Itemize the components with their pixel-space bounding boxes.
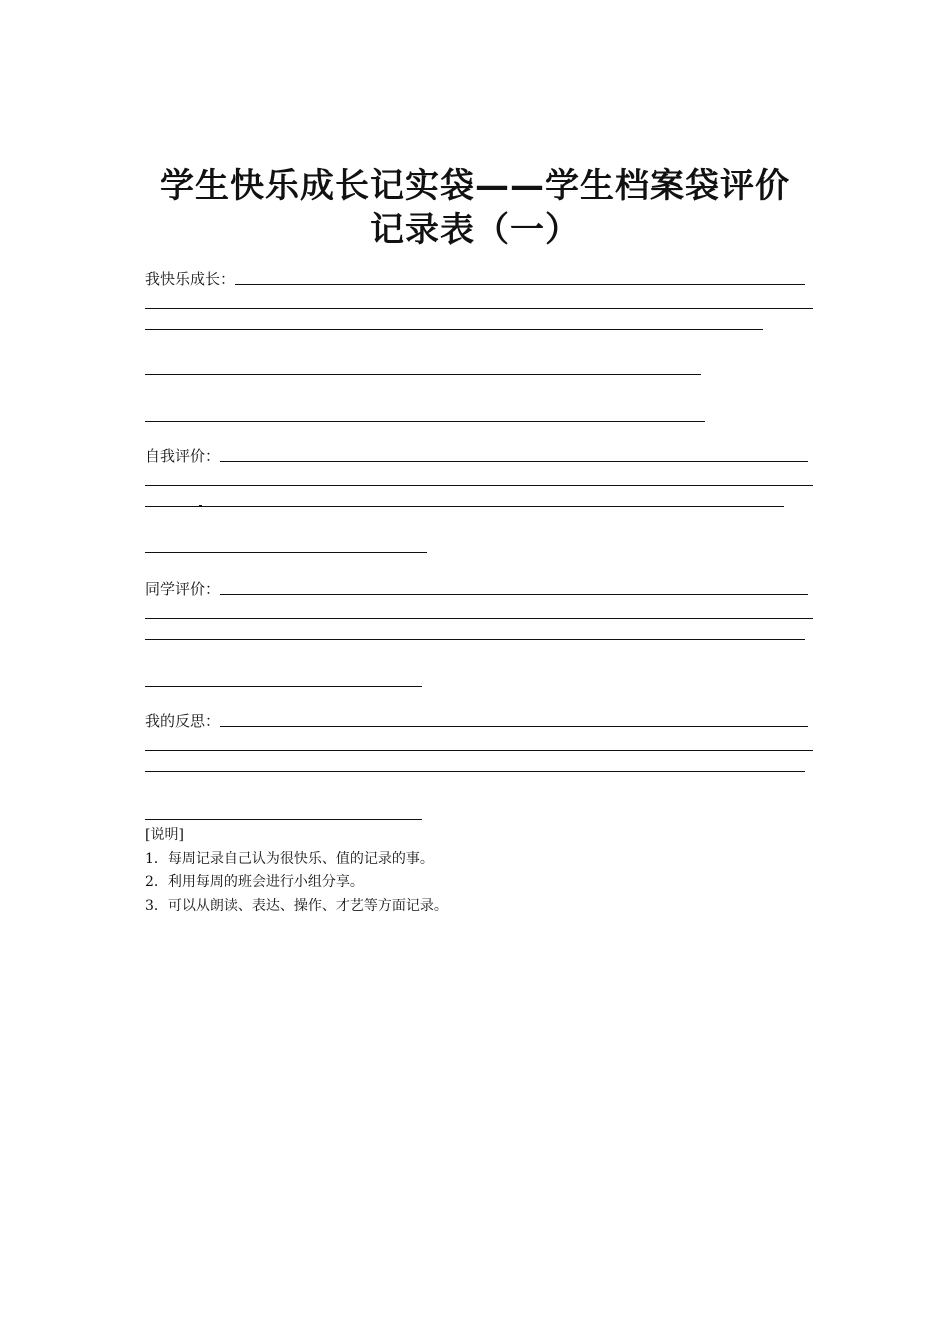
note-item: 3．可以从朗读、表达、操作、才艺等方面记录。 bbox=[145, 898, 448, 914]
notes-heading: [说明] bbox=[145, 827, 184, 843]
self-eval-write-line[interactable] bbox=[145, 506, 784, 507]
self-eval-label: 自我评价： bbox=[145, 447, 221, 465]
peer-eval-write-line[interactable] bbox=[145, 618, 813, 619]
self-eval-write-line[interactable] bbox=[220, 461, 808, 462]
reflection-write-line[interactable] bbox=[145, 750, 813, 751]
growth-write-line[interactable] bbox=[145, 421, 705, 422]
self-eval-write-line[interactable] bbox=[145, 485, 813, 486]
reflection-label: 我的反思： bbox=[145, 712, 221, 730]
reflection-write-line[interactable] bbox=[145, 771, 805, 772]
reflection-row bbox=[145, 712, 808, 730]
growth-label: 我快乐成长： bbox=[145, 270, 236, 288]
reflection-write-line[interactable] bbox=[145, 819, 422, 820]
growth-write-line[interactable] bbox=[145, 308, 813, 309]
self-eval-write-line[interactable] bbox=[145, 552, 427, 553]
note-item: 1．每周记录自己认为很快乐、值的记录的事。 bbox=[145, 851, 434, 867]
peer-eval-write-line[interactable] bbox=[220, 594, 808, 595]
stray-mark bbox=[199, 505, 202, 507]
page-title-line-2: 记录表（一） bbox=[370, 210, 580, 250]
peer-eval-write-line[interactable] bbox=[145, 639, 805, 640]
growth-write-line[interactable] bbox=[145, 374, 701, 375]
reflection-write-line[interactable] bbox=[220, 726, 808, 727]
growth-row bbox=[145, 270, 805, 288]
growth-write-line[interactable] bbox=[145, 329, 763, 330]
peer-eval-write-line[interactable] bbox=[145, 686, 422, 687]
note-item: 2．利用每周的班会进行小组分享。 bbox=[145, 874, 364, 890]
peer-eval-row bbox=[145, 580, 808, 598]
self-eval-row bbox=[145, 447, 808, 465]
page-title-line-1: 学生快乐成长记实袋——学生档案袋评价 bbox=[160, 166, 790, 206]
growth-write-line[interactable] bbox=[235, 284, 805, 285]
peer-eval-label: 同学评价： bbox=[145, 580, 221, 598]
